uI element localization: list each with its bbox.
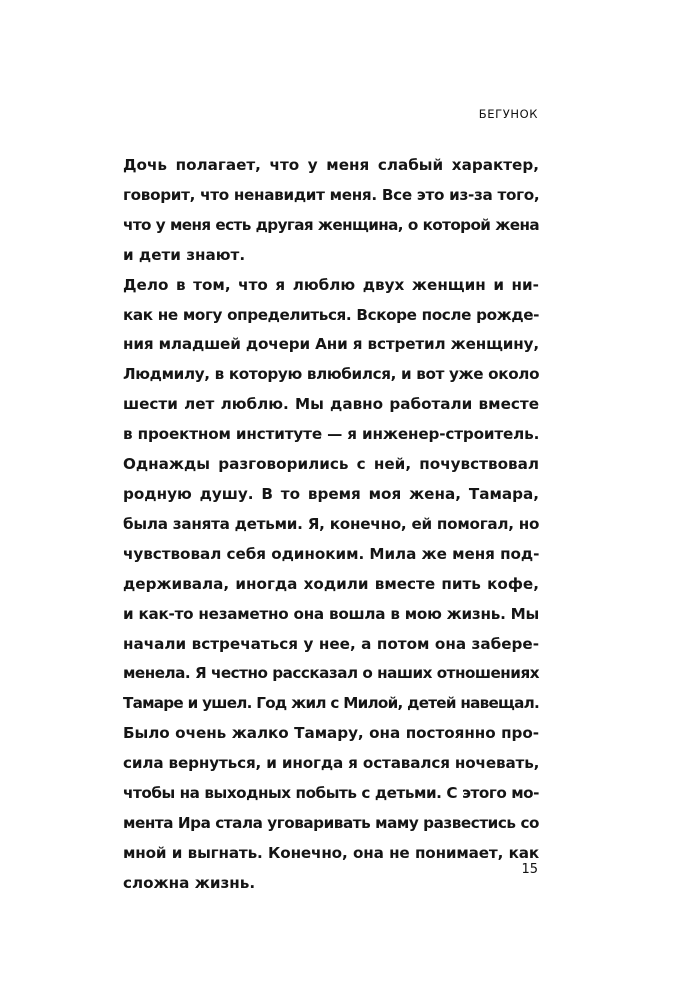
text-line: сила вернуться, и иногда я оставался ночевать, [123,754,540,773]
paragraph-1 [123,151,539,271]
text-line: чтобы на выходных побыть с детьми. С этого мо- [123,784,539,803]
text-line: чувствовал себя одиноким. Мила же меня под- [123,544,540,563]
text-line: что у меня есть другая женщина, о которой жена [123,215,539,234]
text-line: Было очень жалко Тамару, она постоянно про- [123,724,539,743]
text-line: менела. Я честно рассказал о наших отношениях [123,664,539,683]
text-line: говорит, что ненавидит меня. Все это из-за того, [123,185,540,204]
running-head: БЕГУНОК [478,107,538,121]
text-line: Однажды разговорились с ней, почувствовал [123,455,539,474]
text-line: Тамаре и ушел. Год жил с Милой, детей навещал. [123,694,539,713]
text-line: Дело в том, что я люблю двух женщин и ни- [123,275,539,294]
text-line: и дети знают. [123,245,246,264]
text-line: и как-то незаметно она вошла в мою жизнь. Мы [123,604,539,623]
paragraph-2 [123,271,539,899]
text-line: шести лет люблю. Мы давно работали вместе [123,395,539,414]
text-line: Дочь полагает, что у меня слабый характер, [123,156,539,174]
text-line: Людмилу, в которую влюбился, и вот уже около [123,365,540,384]
text-line: мента Ира стала уговаривать маму развестись со [123,813,539,832]
text-line: была занята детьми. Я, конечно, ей помогал, но [123,514,540,533]
page-number: 15 [521,862,538,877]
text-line: держивала, иногда ходили вместе пить кофе, [123,574,539,593]
text-line: мной и выгнать. Конечно, она не понимает, как [123,843,539,862]
text-line: как не могу определиться. Вскоре после рожде- [123,305,539,324]
text-line: в проектном институте — я инженер-строитель. [123,425,540,444]
text-line: начали встречаться у нее, а потом она забере- [123,634,539,653]
text-line: сложна жизнь. [123,873,256,892]
text-line: ния младшей дочери Ани я встретил женщину, [123,335,539,354]
text-line: родную душу. В то время моя жена, Тамара, [123,484,539,503]
body-text [123,151,539,899]
